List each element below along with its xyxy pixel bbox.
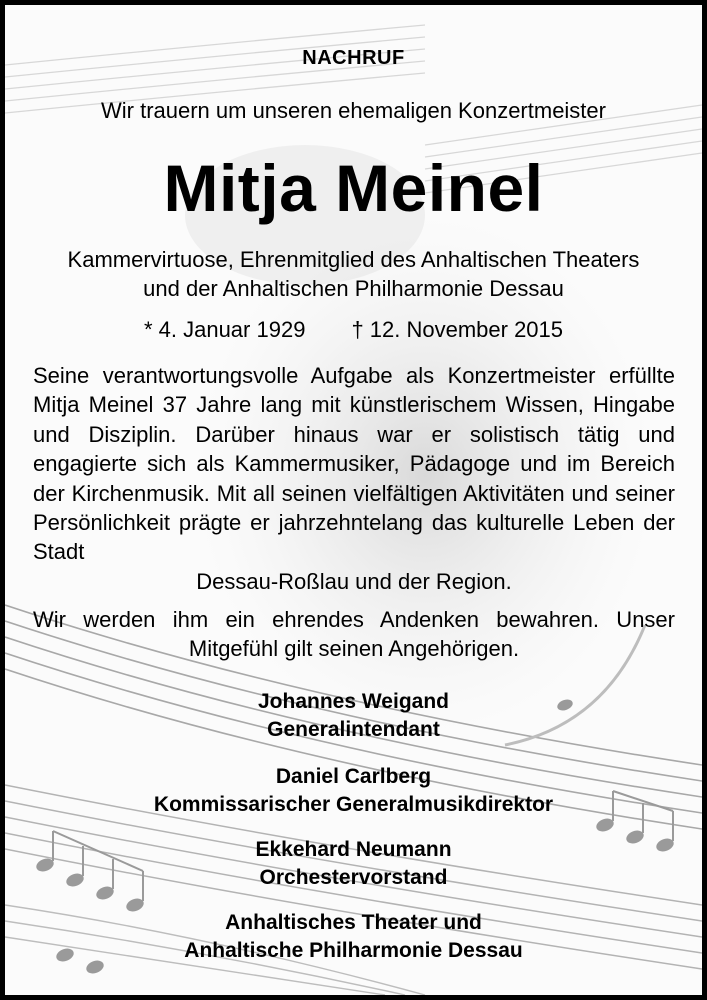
honorary-titles	[5, 245, 702, 303]
body-main: Seine verantwortungsvolle Aufgabe als Konzertmeister erfüllte Mitja Meinel 37 Jahre lang mit künstlerischem Wissen, Hingabe und Disziplin. Darüber hinaus war er solistisch tätig und engagierte sich als Kammermusiker, Pädagoge und im Bereich der Kirchenmusik. Mit all seinen vielfältigen Aktivitäten und seiner Persönlichkeit prägte er jahrzehntelang das kulturelle Leben der Stadt	[33, 363, 675, 565]
signatory-name: Anhaltisches Theater und	[225, 911, 482, 934]
deceased-name: Mitja Meinel	[163, 151, 544, 225]
title-line-1: Kammervirtuose, Ehrenmitglied des Anhaltischen Theaters	[67, 247, 640, 272]
notice-content	[5, 5, 702, 995]
title-line-2: und der Anhaltischen Philharmonie Dessau	[143, 276, 564, 301]
intro-line: Wir trauern um unseren ehemaligen Konzertmeister	[100, 98, 606, 123]
signatory-name: Daniel Carlberg	[275, 765, 432, 788]
signatory-name: Ekkehard Neumann	[255, 838, 452, 861]
signatory	[5, 836, 702, 892]
signatory	[5, 909, 702, 965]
signatory-role: Orchestervorstand	[259, 866, 448, 889]
signatory-role: Generalintendant	[267, 718, 440, 741]
body-end: Dessau-Roßlau und der Region.	[196, 568, 512, 594]
signatory-role: Anhaltische Philharmonie Dessau	[184, 939, 523, 962]
obituary-body	[33, 361, 675, 596]
birth-date: * 4. Januar 1929	[143, 317, 306, 342]
closing-paragraph: Wir werden ihm ein ehrendes Andenken bewahren. Unser Mitgefühl gilt seinen Angehörigen.	[33, 607, 675, 662]
signatory-role: Kommissarischer Generalmusikdirektor	[153, 793, 554, 816]
notice-heading: NACHRUF	[302, 47, 405, 69]
life-dates	[5, 317, 702, 343]
death-date: † 12. November 2015	[351, 317, 564, 342]
signatory	[5, 763, 702, 819]
signatory	[5, 688, 702, 744]
signatory-name: Johannes Weigand	[258, 690, 449, 713]
